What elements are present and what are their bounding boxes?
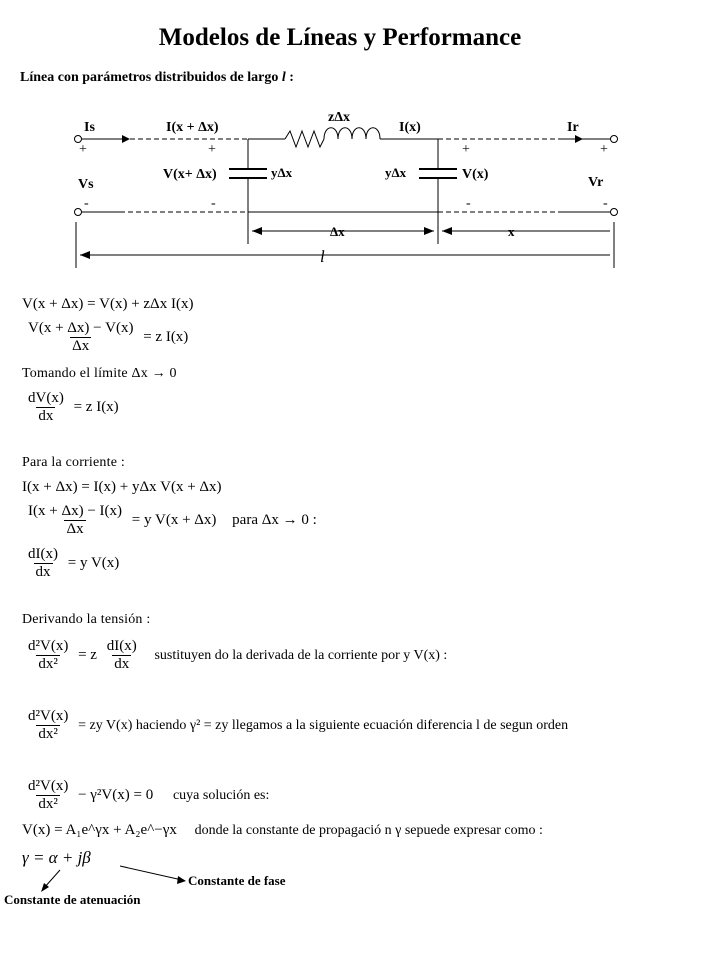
label-Vr: Vr	[588, 175, 604, 190]
subtitle: Línea con parámetros distribuidos de largo l :	[20, 70, 294, 85]
minus-sign: -	[84, 196, 89, 211]
arrow-to-fase	[120, 866, 182, 880]
plus-sign: +	[208, 142, 216, 157]
equation-gamma: γ = α + jβ	[22, 848, 91, 867]
minus-sign: -	[466, 196, 471, 211]
label-I-x-dx: I(x + Δx)	[166, 120, 219, 135]
equation-current-increment: I(x + Δx) = I(x) + yΔx V(x + Δx)	[22, 479, 222, 495]
label-Is: Is	[84, 120, 95, 135]
page-title: Modelos de Líneas y Performance	[158, 24, 522, 51]
minus-sign: -	[211, 196, 216, 211]
equation-differential: $\frac{\text{d²V(x)}}{\text{dx²}}$ − γ²V(x) = 0 cuya solución es:	[28, 778, 270, 812]
equation-second-derivative: $\frac{\text{d²V(x)}}{\text{dx²}}$ = z $\frac{dI(x)}{dx}$ sustituyen do la derivada de la corriente por y V(x) :	[28, 638, 448, 672]
equation-solution: V(x) = A₁e^γx + A₂e^−γx donde la constante de propagació n γ sepuede expresar como :	[22, 822, 543, 838]
minus-sign: -	[603, 196, 608, 211]
label-zdx: zΔx	[328, 110, 350, 125]
equation-di-dx: $\frac{dI(x)}{dx}$ = y V(x)	[28, 546, 120, 580]
equation-zy: $\frac{\text{d²V(x)}}{\text{dx²}}$ = zy V(x) haciendo γ² = zy llegamos a la siguiente ecuación diferencia l de segun orden	[28, 708, 569, 742]
label-l: l	[320, 247, 325, 266]
label-I-x: I(x)	[399, 120, 421, 135]
label-Vs: Vs	[78, 177, 94, 192]
label-ydx: yΔx	[271, 165, 293, 180]
arrow-icon	[177, 876, 186, 884]
label-V-x-dx: V(x+ Δx)	[163, 167, 217, 182]
label-constante-atenuacion: Constante de atenuación	[4, 892, 141, 907]
plus-sign: +	[79, 142, 87, 157]
plus-sign: +	[462, 142, 470, 157]
equation-voltage-increment: V(x + Δx) = V(x) + zΔx I(x)	[22, 296, 194, 312]
label-x: x	[508, 224, 515, 239]
equation-voltage-difference: $\frac{V(x + \Delta x) - V(x)}{\Delta x}$ = z I(x)	[28, 320, 189, 354]
text-derivando-tension: Derivando la tensión :	[22, 612, 151, 627]
text-para-corriente: Para la corriente :	[22, 455, 125, 470]
equation-dv-dx: $\frac{dV(x)}{dx}$ = z I(x)	[28, 390, 119, 424]
label-constante-fase: Constante de fase	[188, 873, 286, 888]
label-Ir: Ir	[567, 120, 579, 135]
label-dx: Δx	[330, 224, 345, 239]
equation-current-difference: $\frac{I(x + \Delta x) - I(x)}{\Delta x}$ = y V(x + Δx) para Δx → 0 :	[28, 503, 317, 537]
label-ydx: yΔx	[385, 165, 407, 180]
plus-sign: +	[600, 142, 608, 157]
text-tomando-limite: Tomando el límite Δx → 0	[22, 366, 177, 381]
label-V-x: V(x)	[462, 167, 489, 182]
